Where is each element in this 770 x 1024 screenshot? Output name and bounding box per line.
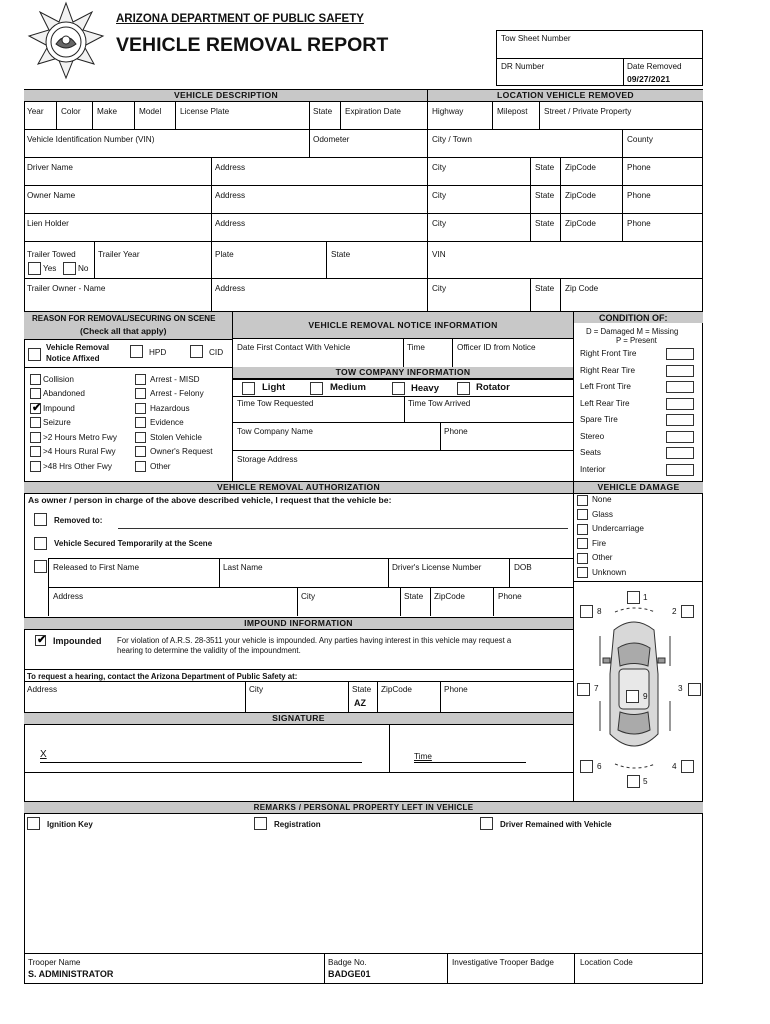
reason-item: Other [150, 462, 171, 471]
signature-heading: SIGNATURE [24, 712, 573, 725]
lien-city-field[interactable]: City [432, 219, 447, 228]
damage-pos-label: 7 [594, 684, 599, 693]
lien-holder-field[interactable]: Lien Holder [27, 219, 69, 228]
owner-state-field[interactable]: State [535, 191, 555, 200]
damage-item: Glass [592, 510, 613, 519]
condition-legend-1: D = Damaged M = Missing [586, 327, 679, 336]
damage-pos-5-checkbox[interactable] [627, 775, 640, 788]
arrest-felony-checkbox[interactable] [135, 388, 146, 399]
lien-phone-field[interactable]: Phone [627, 219, 651, 228]
seats-box[interactable] [666, 447, 694, 459]
form-title: VEHICLE REMOVAL REPORT [116, 34, 389, 56]
hearing-city-field[interactable]: City [249, 685, 264, 694]
reason-item: Owner's Request [150, 447, 213, 456]
reason-item: Abandoned [43, 389, 85, 398]
damage-item: Undercarriage [592, 524, 644, 533]
trailer-owner-field[interactable]: Trailer Owner - Name [27, 284, 106, 293]
time-requested-field[interactable]: Time Tow Requested [237, 399, 314, 408]
condition-item: Left Rear Tire [580, 399, 630, 408]
damage-none-checkbox[interactable] [577, 495, 588, 506]
condition-item: Right Front Tire [580, 349, 637, 358]
agency-name: ARIZONA DEPARTMENT OF PUBLIC SAFETY [116, 13, 364, 25]
license-plate-field[interactable]: License Plate [180, 107, 230, 116]
trailer-plate-field[interactable]: Plate [215, 250, 234, 259]
reason-item: Evidence [150, 418, 184, 427]
checkmark-icon: ✔ [37, 634, 47, 646]
ignition-key-checkbox[interactable] [27, 817, 40, 830]
tow-company-name-field[interactable]: Tow Company Name [237, 427, 313, 436]
tow-phone-field[interactable]: Phone [444, 427, 468, 436]
driver-zip-field[interactable]: ZipCode [565, 163, 596, 172]
reason-item: >2 Hours Metro Fwy [43, 433, 117, 442]
released-phone-field[interactable]: Phone [498, 592, 522, 601]
released-city-field[interactable]: City [301, 592, 316, 601]
right-rear-tire-box[interactable] [666, 365, 694, 377]
hearing-state-value[interactable]: AZ [354, 698, 366, 708]
driver-address-field[interactable]: Address [215, 163, 246, 172]
driver-phone-field[interactable]: Phone [627, 163, 651, 172]
vehicle-damage-heading: VEHICLE DAMAGE [574, 481, 703, 494]
damage-item: Fire [592, 539, 607, 548]
trooper-name-label: Trooper Name [28, 958, 81, 967]
time-arrived-field[interactable]: Time Tow Arrived [408, 399, 471, 408]
cid-label: CID [209, 348, 224, 357]
damage-pos-3-checkbox[interactable] [688, 683, 701, 696]
condition-item: Spare Tire [580, 415, 618, 424]
plate-state-field[interactable]: State [313, 107, 333, 116]
reason-item: Stolen Vehicle [150, 433, 202, 442]
damage-pos-label: 2 [672, 607, 677, 616]
authorization-statement: As owner / person in charge of the above described vehicle, I request that the vehicle be: [28, 495, 392, 505]
notice-affixed-checkbox[interactable] [28, 348, 41, 361]
damage-pos-label: 8 [597, 607, 602, 616]
trailer-yes-label: Yes [43, 264, 57, 273]
impounded-checkbox[interactable] [35, 635, 46, 646]
driver-remained-label: Driver Remained with Vehicle [500, 820, 612, 829]
light-label: Light [262, 382, 286, 393]
impound-text-1: For violation of A.R.S. 28-3511 your vehicle is impounded. Any parties having interest in this vehicle may request a [117, 636, 512, 645]
released-last-name-field[interactable]: Last Name [223, 563, 263, 572]
date-removed-label: Date Removed [627, 62, 682, 71]
damage-other-checkbox[interactable] [577, 553, 588, 564]
damage-pos-label: 4 [672, 762, 677, 771]
damage-pos-label: 1 [643, 593, 648, 602]
released-address-field[interactable]: Address [53, 592, 84, 601]
reason-item: Arrest - MISD [150, 375, 200, 384]
condition-legend-2: P = Present [616, 336, 657, 345]
ignition-key-label: Ignition Key [47, 820, 93, 829]
metro-fwy-checkbox[interactable] [30, 432, 41, 443]
abandoned-checkbox[interactable] [30, 388, 41, 399]
spare-tire-box[interactable] [666, 414, 694, 426]
vin-field[interactable]: Vehicle Identification Number (VIN) [27, 135, 155, 144]
county-field[interactable]: County [627, 135, 653, 144]
lien-state-field[interactable]: State [535, 219, 555, 228]
other-fwy-checkbox[interactable] [30, 461, 41, 472]
medium-checkbox[interactable] [310, 382, 323, 395]
rotator-label: Rotator [476, 382, 510, 393]
reason-subheading: (Check all that apply) [80, 326, 167, 336]
dr-number-field[interactable]: DR Number [501, 62, 545, 71]
rural-fwy-checkbox[interactable] [30, 446, 41, 457]
removed-to-label: Removed to: [54, 516, 103, 525]
secured-label: Vehicle Secured Temporarily at the Scene [54, 539, 213, 548]
damage-fire-checkbox[interactable] [577, 538, 588, 549]
released-checkbox[interactable] [34, 560, 47, 573]
date-removed-value[interactable]: 09/27/2021 [627, 74, 671, 84]
removed-to-checkbox[interactable] [34, 513, 47, 526]
driver-state-field[interactable]: State [535, 163, 555, 172]
drivers-license-field[interactable]: Driver's License Number [392, 563, 482, 572]
damage-pos-7-checkbox[interactable] [577, 683, 590, 696]
tow-sheet-number-field[interactable]: Tow Sheet Number [501, 34, 571, 43]
reason-item: >4 Hours Rural Fwy [43, 447, 116, 456]
damage-item: Unknown [592, 568, 627, 577]
milepost-field[interactable]: Milepost [497, 107, 528, 116]
notice-affixed-label-2: Notice Affixed [46, 354, 100, 363]
stereo-box[interactable] [666, 431, 694, 443]
owner-address-field[interactable]: Address [215, 191, 246, 200]
damage-unknown-checkbox[interactable] [577, 567, 588, 578]
signature-line[interactable] [40, 762, 362, 763]
hazardous-checkbox[interactable] [135, 403, 146, 414]
trailer-year-field[interactable]: Trailer Year [98, 250, 140, 259]
odometer-field[interactable]: Odometer [313, 135, 350, 144]
registration-checkbox[interactable] [254, 817, 267, 830]
damage-pos-label: 3 [678, 684, 683, 693]
badge-no-label: Badge No. [328, 958, 367, 967]
registration-label: Registration [274, 820, 321, 829]
location-code-field[interactable]: Location Code [580, 958, 633, 967]
trailer-owner-state-field[interactable]: State [535, 284, 555, 293]
cid-checkbox[interactable] [190, 345, 203, 358]
removed-to-line[interactable] [118, 528, 568, 529]
officer-id-field[interactable]: Officer ID from Notice [457, 343, 536, 352]
remarks-heading: REMARKS / PERSONAL PROPERTY LEFT IN VEHICLE [24, 801, 703, 814]
interior-box[interactable] [666, 464, 694, 476]
released-state-field[interactable]: State [404, 592, 424, 601]
make-field[interactable]: Make [97, 107, 118, 116]
condition-heading: CONDITION OF: [599, 313, 668, 323]
owner-name-field[interactable]: Owner Name [27, 191, 76, 200]
city-town-field[interactable]: City / Town [432, 135, 472, 144]
expiration-date-field[interactable]: Expiration Date [345, 107, 401, 116]
damage-pos-2-checkbox[interactable] [681, 605, 694, 618]
heavy-checkbox[interactable] [392, 382, 405, 395]
medium-label: Medium [330, 382, 366, 393]
collision-checkbox[interactable] [30, 374, 41, 385]
condition-item: Seats [580, 448, 601, 457]
light-checkbox[interactable] [242, 382, 255, 395]
hearing-statement: To request a hearing, contact the Arizona Department of Public Safety at: [27, 672, 298, 681]
hearing-state-label: State [352, 685, 372, 694]
dob-field[interactable]: DOB [514, 563, 532, 572]
reason-item: >48 Hrs Other Fwy [43, 462, 112, 471]
reason-item: Impound [43, 404, 75, 413]
highway-field[interactable]: Highway [432, 107, 464, 116]
trooper-name-value[interactable]: S. ADMINISTRATOR [28, 969, 114, 979]
condition-item: Left Front Tire [580, 382, 631, 391]
impound-heading: IMPOUND INFORMATION [24, 617, 573, 630]
rotator-checkbox[interactable] [457, 382, 470, 395]
signature-time-line[interactable] [414, 762, 526, 763]
trailer-state-field[interactable]: State [331, 250, 351, 259]
trailer-no-checkbox[interactable] [63, 262, 76, 275]
lien-address-field[interactable]: Address [215, 219, 246, 228]
owner-city-field[interactable]: City [432, 191, 447, 200]
color-field[interactable]: Color [61, 107, 81, 116]
trailer-vin-field[interactable]: VIN [432, 250, 446, 259]
trailer-owner-zip-field[interactable]: Zip Code [565, 284, 599, 293]
owners-request-checkbox[interactable] [135, 446, 146, 457]
owner-zip-field[interactable]: ZipCode [565, 191, 596, 200]
street-field[interactable]: Street / Private Property [544, 107, 632, 116]
impound-text-2: hearing to determine the validity of the impoundment. [117, 646, 301, 655]
trailer-no-label: No [78, 264, 89, 273]
left-rear-tire-box[interactable] [666, 398, 694, 410]
damage-pos-label: 9 [643, 692, 648, 701]
impounded-label: Impounded [53, 636, 102, 646]
trailer-towed-label: Trailer Towed [27, 250, 76, 259]
hpd-label: HPD [149, 348, 167, 357]
right-front-tire-box[interactable] [666, 348, 694, 360]
remarks-textarea[interactable] [25, 835, 702, 953]
storage-address-field[interactable]: Storage Address [237, 455, 298, 464]
stolen-vehicle-checkbox[interactable] [135, 432, 146, 443]
trailer-owner-city-field[interactable]: City [432, 284, 447, 293]
left-front-tire-box[interactable] [666, 381, 694, 393]
damage-pos-8-checkbox[interactable] [580, 605, 593, 618]
condition-item: Stereo [580, 432, 605, 441]
released-zip-field[interactable]: ZipCode [434, 592, 465, 601]
hearing-phone-field[interactable]: Phone [444, 685, 468, 694]
reason-item: Arrest - Felony [150, 389, 204, 398]
damage-pos-label: 5 [643, 777, 648, 786]
reason-item: Collision [43, 375, 74, 384]
hearing-zip-field[interactable]: ZipCode [381, 685, 412, 694]
owner-phone-field[interactable]: Phone [627, 191, 651, 200]
year-field[interactable]: Year [27, 107, 44, 116]
signature-time-label: Time [414, 752, 432, 761]
damage-pos-label: 6 [597, 762, 602, 771]
condition-item: Right Rear Tire [580, 366, 636, 375]
notice-time-field[interactable]: Time [407, 343, 425, 352]
hearing-address-field[interactable]: Address [27, 685, 58, 694]
investigative-trooper-badge-field[interactable]: Investigative Trooper Badge [452, 958, 554, 967]
model-field[interactable]: Model [139, 107, 162, 116]
impound-checkbox[interactable] [30, 403, 41, 414]
tow-company-heading: TOW COMPANY INFORMATION [233, 367, 573, 379]
evidence-checkbox[interactable] [135, 417, 146, 428]
first-contact-field[interactable]: Date First Contact With Vehicle [237, 343, 351, 352]
notice-affixed-label-1: Vehicle Removal [46, 343, 110, 352]
reason-item: Seizure [43, 418, 71, 427]
damage-item: None [592, 495, 612, 504]
damage-zone-brackets [590, 606, 680, 771]
signature-x: X [40, 749, 47, 760]
arrest-misd-checkbox[interactable] [135, 374, 146, 385]
reason-item: Hazardous [150, 404, 190, 413]
other-reason-checkbox[interactable] [135, 461, 146, 472]
trailer-yes-checkbox[interactable] [28, 262, 41, 275]
authorization-heading: VEHICLE REMOVAL AUTHORIZATION [24, 481, 573, 494]
seizure-checkbox[interactable] [30, 417, 41, 428]
damage-pos-9-checkbox[interactable] [626, 690, 639, 703]
driver-city-field[interactable]: City [432, 163, 447, 172]
damage-pos-1-checkbox[interactable] [627, 591, 640, 604]
released-first-name-field[interactable]: Released to First Name [53, 563, 140, 572]
location-heading: LOCATION VEHICLE REMOVED [428, 89, 703, 102]
driver-name-field[interactable]: Driver Name [27, 163, 73, 172]
vehicle-description-heading: VEHICLE DESCRIPTION [24, 89, 428, 102]
notice-heading: VEHICLE REMOVAL NOTICE INFORMATION [233, 312, 573, 339]
driver-remained-checkbox[interactable] [480, 817, 493, 830]
trailer-owner-address-field[interactable]: Address [215, 284, 246, 293]
damage-item: Other [592, 553, 613, 562]
damage-glass-checkbox[interactable] [577, 509, 588, 520]
secured-checkbox[interactable] [34, 537, 47, 550]
heavy-label: Heavy [411, 383, 439, 394]
condition-item: Interior [580, 465, 606, 474]
lien-zip-field[interactable]: ZipCode [565, 219, 596, 228]
damage-pos-6-checkbox[interactable] [580, 760, 593, 773]
badge-no-value[interactable]: BADGE01 [328, 969, 371, 979]
reason-heading: REASON FOR REMOVAL/SECURING ON SCENE [32, 314, 216, 323]
dps-seal-logo [26, 0, 106, 84]
checkmark-icon: ✔ [32, 402, 42, 414]
hpd-checkbox[interactable] [130, 345, 143, 358]
damage-pos-4-checkbox[interactable] [681, 760, 694, 773]
damage-undercarriage-checkbox[interactable] [577, 524, 588, 535]
